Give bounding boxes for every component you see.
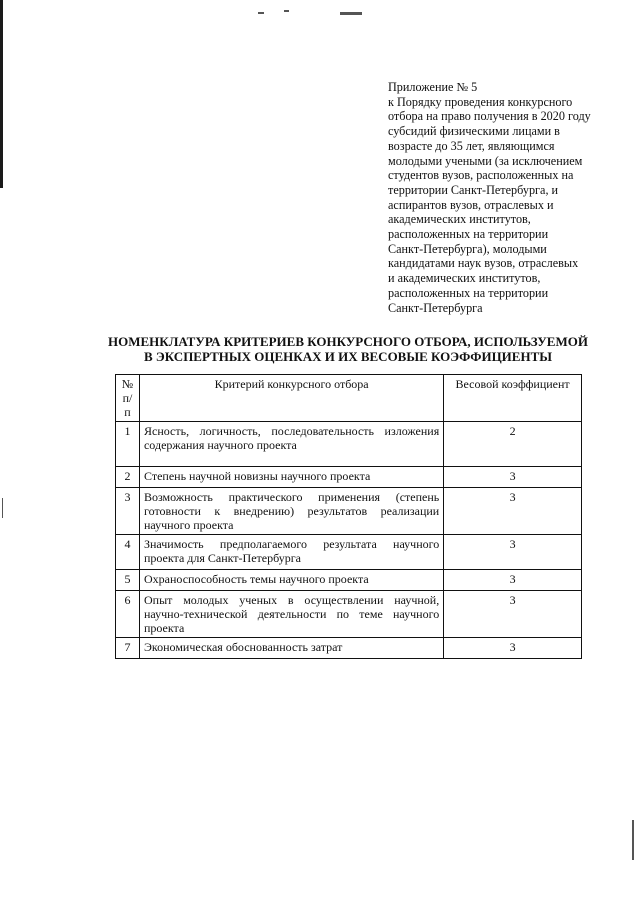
appendix-line: расположенных на территории xyxy=(388,227,549,242)
table-row xyxy=(116,422,582,467)
criteria-table xyxy=(115,374,582,659)
table-row xyxy=(116,570,582,591)
table-row xyxy=(116,638,582,659)
appendix-line: аспирантов вузов, отраслевых и xyxy=(388,197,554,212)
appendix-line: территории Санкт-Петербурга, и xyxy=(388,182,559,197)
row-weight: 3 xyxy=(444,570,582,591)
appendix-line: Санкт-Петербурга), молодыми xyxy=(388,241,547,256)
appendix-line: к Порядку проведения конкурсного xyxy=(388,94,573,109)
document-title-line-2: В ЭКСПЕРТНЫХ ОЦЕНКАХ И ИХ ВЕСОВЫЕ КОЭФФИЦИЕНТЫ xyxy=(143,349,553,364)
header-criterion: Критерий конкурсного отбора xyxy=(139,375,443,422)
appendix-line: отбора на право получения в 2020 году xyxy=(388,109,591,124)
appendix-line: возрасте до 35 лет, являющимся xyxy=(388,138,555,153)
header-number xyxy=(116,375,140,422)
row-weight: 3 xyxy=(444,488,582,535)
table-row xyxy=(116,591,582,638)
scan-speck xyxy=(340,12,362,15)
row-number: 1 xyxy=(116,422,140,467)
table-row xyxy=(116,535,582,570)
row-number: 3 xyxy=(116,488,140,535)
appendix-line: Санкт-Петербурга xyxy=(388,300,483,315)
appendix-line: Приложение № 5 xyxy=(388,80,478,94)
appendix-line: и академических институтов, xyxy=(388,271,541,286)
header-weight: Весовой коэффициент xyxy=(444,375,582,422)
row-weight: 2 xyxy=(444,422,582,467)
document-title-line-1: НОМЕНКЛАТУРА КРИТЕРИЕВ КОНКУРСНОГО ОТБОРА, ИСПОЛЬЗУЕМОЙ xyxy=(108,334,588,349)
row-criterion: Опыт молодых ученых в осуществлении научной, научно-технической деятельности по теме научного проекта xyxy=(139,591,443,638)
appendix-line: академических институтов, xyxy=(388,212,531,227)
table-header-row xyxy=(116,375,582,422)
table-row xyxy=(116,467,582,488)
document-title xyxy=(90,334,606,364)
row-criterion: Охраноспособность темы научного проекта xyxy=(139,570,443,591)
scan-speck xyxy=(258,12,264,14)
scan-speck xyxy=(284,10,289,12)
scan-speck xyxy=(2,498,3,518)
appendix-line: студентов вузов, расположенных на xyxy=(388,168,574,183)
row-weight: 3 xyxy=(444,467,582,488)
appendix-block xyxy=(388,80,603,315)
appendix-line: молодыми учеными (за исключением xyxy=(388,153,583,168)
row-number: 5 xyxy=(116,570,140,591)
row-number: 4 xyxy=(116,535,140,570)
row-criterion: Ясность, логичность, последовательность изложения содержания научного проекта xyxy=(139,422,443,467)
scan-edge-mark xyxy=(0,0,3,188)
row-criterion: Значимость предполагаемого результата научного проекта для Санкт-Петербурга xyxy=(139,535,443,570)
row-criterion: Экономическая обоснованность затрат xyxy=(139,638,443,659)
header-number-sign: № xyxy=(121,377,134,391)
row-number: 6 xyxy=(116,591,140,638)
appendix-line: кандидатами наук вузов, отраслевых xyxy=(388,256,579,271)
row-weight: 3 xyxy=(444,591,582,638)
row-criterion: Степень научной новизны научного проекта xyxy=(139,467,443,488)
row-weight: 3 xyxy=(444,535,582,570)
header-number-abbr: п/п xyxy=(122,391,133,419)
row-number: 7 xyxy=(116,638,140,659)
scan-speck xyxy=(632,820,634,860)
appendix-line: расположенных на территории xyxy=(388,285,549,300)
row-criterion: Возможность практического применения (степень готовности к внедрению) результатов реализации научного проекта xyxy=(139,488,443,535)
table-row xyxy=(116,488,582,535)
row-number: 2 xyxy=(116,467,140,488)
appendix-line: субсидий физическими лицами в xyxy=(388,124,560,139)
row-weight: 3 xyxy=(444,638,582,659)
